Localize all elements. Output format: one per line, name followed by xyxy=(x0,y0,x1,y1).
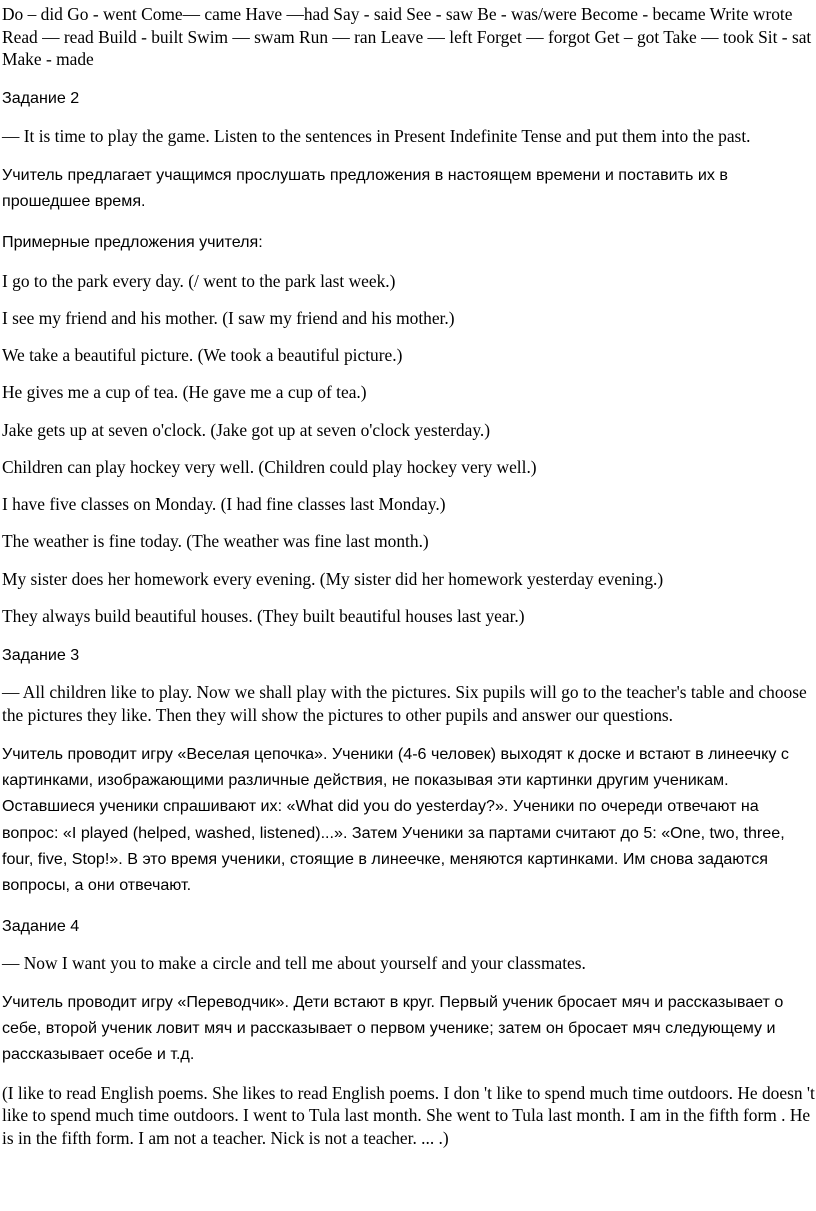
sentence-1: I go to the park every day. (/ went to the park last week.) xyxy=(2,270,396,291)
sentence-6: Children can play hockey very well. (Children could play hockey very well.) xyxy=(2,456,537,477)
sentence-8: The weather is fine today. (The weather was fine last month.) xyxy=(2,531,429,552)
task-2-examples-intro: Примерные предложения учителя: xyxy=(2,232,263,251)
sentence-4: He gives me a cup of tea. (He gave me a cup of tea.) xyxy=(2,382,367,403)
task-4-instruction-en: — Now I want you to make a circle and tell me about yourself and your classmates. xyxy=(2,952,586,973)
task-4-heading: Задание 4 xyxy=(2,916,80,935)
task-3-heading: Задание 3 xyxy=(2,646,80,665)
task-4-examples: (I like to read English poems. She likes to read English poems. I don 't like to spend much time outdoors. He doesn 't like to spend much time outdoors. I went to Tula last month. She went to Tula last month. I am in the fifth form . He is in the fifth form. I am not a teacher. Nick is not a teacher. ... .) xyxy=(2,1082,815,1149)
task-2-instruction-ru: Учитель предлагает учащимся прослушать предложения в настоящем времени и поставить их в прошедшее время. xyxy=(2,165,728,210)
task-4-instruction-ru: Учитель проводит игру «Переводчик». Дети встают в круг. Первый ученик бросает мяч и рассказывает о себе, второй ученик ловит мяч и рассказывает о первом ученике; затем он бросает мяч следующему и рассказывает осебе и т.д. xyxy=(2,992,784,1064)
task-2-heading: Задание 2 xyxy=(2,89,80,108)
sentence-3: We take a beautiful picture. (We took a beautiful picture.) xyxy=(2,345,403,366)
verbs-list: Do – did Go - went Come— came Have —had Say - said See - saw Be - was/were Become - became Write wrote Read — read Build - built Swim — swam Run — ran Leave — left Forget — forgot Get – got Take — took Sit - sat Make - made xyxy=(2,4,812,70)
task-3-instruction-ru: Учитель проводит игру «Веселая цепочка». Ученики (4-6 человек) выходят к доске и встают в линеечку с картинками, изображающими различные действия, не показывая эти картинки другим ученикам. Оставшиеся ученики спрашивают их: «What did you do yesterday?». Ученики по очереди отвечают на вопрос: «I played (helped, washed, listened)...». Затем Ученики за партами считают до 5: «One, two, three, four, five, Stop!». В это время ученики, стоящие в линеечке, меняются картинками. Им снова задаются вопросы, а они отвечают. xyxy=(2,745,789,894)
task-2-instruction-en: — It is time to play the game. Listen to the sentences in Present Indefinite Tense and put them into the past. xyxy=(2,125,751,146)
sentence-7: I have five classes on Monday. (I had fine classes last Monday.) xyxy=(2,494,446,515)
sentence-9: My sister does her homework every evening. (My sister did her homework yesterday evening.) xyxy=(2,568,664,589)
sentence-5: Jake gets up at seven o'clock. (Jake got up at seven o'clock yesterday.) xyxy=(2,419,491,440)
task-3-instruction-en: — All children like to play. Now we shall play with the pictures. Six pupils will go to the teacher's table and choose the pictures they like. Then they will show the pictures to other pupils and answer our questions. xyxy=(2,682,807,725)
sentence-2: I see my friend and his mother. (I saw my friend and his mother.) xyxy=(2,307,455,328)
sentence-10: They always build beautiful houses. (They built beautiful houses last year.) xyxy=(2,606,525,627)
